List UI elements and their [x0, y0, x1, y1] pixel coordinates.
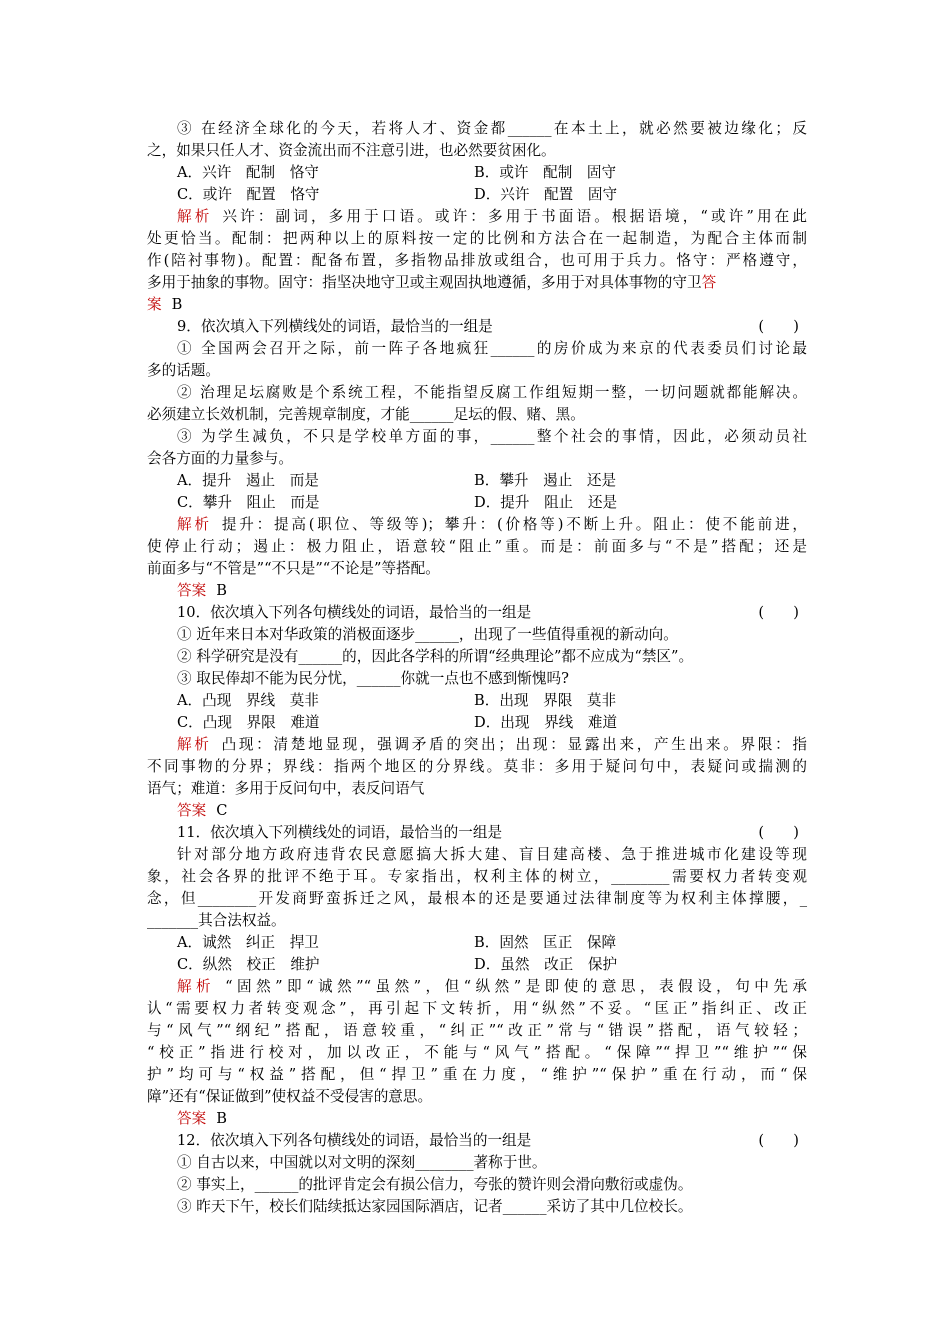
q11-answer-paren: ( ) — [758, 824, 799, 841]
q11-option-c: C．纵然 校正 维护 — [177, 956, 320, 973]
q8-options-row-1 — [147, 162, 807, 184]
q10-analysis-line-1: 解析 凸现：清楚地显现，强调矛盾的突出；出现：显露出来，产生出来。界限：指 — [177, 736, 807, 753]
q9-analysis-line-2: 使停止行动；遏止：极力阻止，语意较“阻止”重。而是：前面多与“不是”搭配；还是 — [147, 538, 807, 555]
q10-answer-label: 答案 — [177, 802, 207, 819]
q8-answer-label-part-1: 答 — [701, 274, 717, 291]
q12-answer-paren: ( ) — [758, 1132, 799, 1149]
q11-passage-line-3: 念，但________开发商野蛮拆迁之风，最根本的还是要通过法律制度等为权利主体撑腰，_ — [147, 890, 807, 907]
q8-analysis-line-4: 多用于抽象的事物。固守：指坚决地守卫或主观固执地遵循，多用于对具体事物的守卫答 — [147, 274, 717, 291]
q11-passage-line-4: _______其合法权益。 — [147, 912, 286, 929]
q9-sentence-1-line-2: 多的话题。 — [147, 362, 220, 379]
q12-sentence-1: ① 自古以来，中国就以对文明的深刻________著称于世。 — [177, 1154, 547, 1171]
q10-stem: 10．依次填入下列各句横线处的词语，最恰当的一组是 ( ) — [147, 602, 807, 624]
q11-analysis-label: 解析 — [177, 978, 216, 995]
q9-analysis-line-1: 解析 提升：提高(职位、等级等)；攀升：(价格等)不断上升。阻止：使不能前进， — [177, 516, 807, 533]
q12-stem: 12．依次填入下列各句横线处的词语，最恰当的一组是 ( ) — [147, 1130, 807, 1152]
q11-answer-label: 答案 — [177, 1110, 207, 1127]
q8-option-c: C．或许 配置 恪守 — [177, 186, 320, 203]
q9-option-d: D．提升 阻止 还是 — [474, 494, 618, 511]
q8-answer-label-part-2: 案 — [147, 296, 162, 313]
q9-answer-paren: ( ) — [758, 318, 799, 335]
q11-analysis-line-4: “校正”指进行校对，加以改正，不能与“风气”搭配。“保障”“捍卫”“维护”“保 — [147, 1044, 807, 1061]
q11-passage-line-1: 针对部分地方政府违背农民意愿搞大拆大建、盲目建高楼、急于推进城市化建设等现 — [177, 846, 807, 863]
q10-analysis-label: 解析 — [177, 736, 212, 753]
q8-options-row-2 — [147, 184, 807, 206]
q9-stem: 9．依次填入下列横线处的词语，最恰当的一组是 ( ) — [147, 316, 807, 338]
q8-sentence-3-line-1: ③ 在经济全球化的今天，若将人才、资金都______在本土上，就必然要被边缘化；反 — [177, 120, 807, 137]
q10-analysis-line-3: 语气；难道：多用于反问句中，表反问语气 — [147, 780, 425, 797]
q10-answer-paren: ( ) — [758, 604, 799, 621]
q8-analysis-line-1: 解析 兴许：副词，多用于口语。或许：多用于书面语。根据语境，“或许”用在此 — [177, 208, 807, 225]
q8-analysis-label: 解析 — [177, 208, 213, 225]
q11-passage-line-2: 象，社会各界的批评不绝于耳。专家指出，权利主体的树立，________需要权力者转变观 — [147, 868, 807, 885]
q12-sentence-3: ③ 昨天下午，校长们陆续抵达家园国际酒店，记者______采访了其中几位校长。 — [177, 1198, 693, 1215]
q11-option-b: B．固然 匡正 保障 — [474, 934, 617, 951]
q10-sentence-1: ① 近年来日本对华政策的消极面逐步______，出现了一些值得重视的新动向。 — [177, 626, 678, 643]
q10-option-a: A．凸现 界线 莫非 — [177, 692, 319, 709]
q10-option-d: D．出现 界线 难道 — [474, 714, 618, 731]
q11-options-row-2 — [147, 954, 807, 976]
q11-answer-line — [147, 1108, 227, 1130]
q11-options-row-1 — [147, 932, 807, 954]
q8-option-d: D．兴许 配置 固守 — [474, 186, 618, 203]
q9-option-c: C．攀升 阻止 而是 — [177, 494, 320, 511]
q11-analysis-line-2: 认“需要权力者转变观念”，再引起下文转折，用“纵然”不妥。“匡正”指纠正、改正 — [147, 1000, 807, 1017]
q8-option-b: B．或许 配制 固守 — [474, 164, 617, 181]
q10-analysis-line-2: 不同事物的分界；界线：指两个地区的分界线。莫非：多用于疑问句中，表疑问或揣测的 — [147, 758, 807, 775]
q8-answer-value: B — [171, 296, 183, 313]
q9-sentence-2-line-1: ② 治理足坛腐败是个系统工程，不能指望反腐工作组短期一整，一切问题就都能解决。 — [177, 384, 807, 401]
q9-sentence-3-line-1: ③ 为学生减负，不只是学校单方面的事，______整个社会的事情，因此，必须动员社 — [177, 428, 807, 445]
q11-analysis-line-5: 护”均可与“权益”搭配，但“捍卫”重在力度，“维护”“保护”重在行动，而“保 — [147, 1066, 807, 1083]
q11-stem: 11．依次填入下列横线处的词语，最恰当的一组是 ( ) — [147, 822, 807, 844]
q11-option-d: D．虽然 改正 保护 — [474, 956, 618, 973]
q8-analysis-line-3: 作(陪衬事物)。配置：配备布置，多指物品排放或组合，也可用于兵力。恪守：严格遵守， — [147, 252, 807, 269]
q11-analysis-line-3: 与“风气”“纲纪”搭配，语意较重，“纠正”“改正”常与“错误”搭配，语气较轻； — [147, 1022, 807, 1039]
q8-analysis-line-2: 处更恰当。配制：把两种以上的原料按一定的比例和方法合在一起制造，为配合主体而制 — [147, 230, 807, 247]
q12-sentence-2: ② 事实上，______的批评肯定会有损公信力，夸张的赞许则会滑向敷衍或虚伪。 — [177, 1176, 693, 1193]
q11-answer-value: B — [216, 1110, 227, 1127]
q10-option-b: B．出现 界限 莫非 — [474, 692, 617, 709]
q8-sentence-3-line-2: 之，如果只任人才、资金流出而不注意引进，也必然要贫困化。 — [147, 142, 556, 159]
q9-sentence-3-line-2: 会各方面的力量参与。 — [147, 450, 293, 467]
q10-sentence-2: ② 科学研究是没有______的，因此各学科的所谓“经典理论”都不应成为“禁区”。 — [177, 648, 694, 665]
q9-sentence-2-line-2: 必须建立长效机制，完善规章制度，才能______足坛的假、赌、黑。 — [147, 406, 585, 423]
q9-option-b: B．攀升 遏止 还是 — [474, 472, 617, 489]
q9-answer-line — [147, 580, 227, 602]
q10-options-row-2 — [147, 712, 807, 734]
q9-options-row-1 — [147, 470, 807, 492]
q9-options-row-2 — [147, 492, 807, 514]
q10-options-row-1 — [147, 690, 807, 712]
q10-option-c: C．凸现 界限 难道 — [177, 714, 320, 731]
q8-answer-line — [147, 294, 182, 316]
q11-option-a: A．诚然 纠正 捍卫 — [177, 934, 319, 951]
q10-sentence-3: ③ 取民俸却不能为民分忧，______你就一点也不感到惭愧吗? — [177, 670, 569, 687]
q9-analysis-line-3: 前面多与“不管是”“不只是”“不论是”等搭配。 — [147, 560, 440, 577]
q11-analysis-line-1: 解析 “固然”即“诚然”“虽然”，但“纵然”是即使的意思，表假设，句中先承 — [177, 978, 807, 995]
q9-sentence-1-line-1: ① 全国两会召开之际，前一阵子各地疯狂______的房价成为来京的代表委员们讨论最 — [177, 340, 807, 357]
q10-answer-value: C — [216, 802, 228, 819]
q9-option-a: A．提升 遏止 而是 — [177, 472, 319, 489]
q8-option-a: A．兴许 配制 恪守 — [177, 164, 319, 181]
q9-answer-value: B — [216, 582, 227, 599]
q11-analysis-line-6: 障”还有“保证做到”使权益不受侵害的意思。 — [147, 1088, 433, 1105]
q10-answer-line — [147, 800, 227, 822]
q9-answer-label: 答案 — [177, 582, 207, 599]
q9-analysis-label: 解析 — [177, 516, 212, 533]
